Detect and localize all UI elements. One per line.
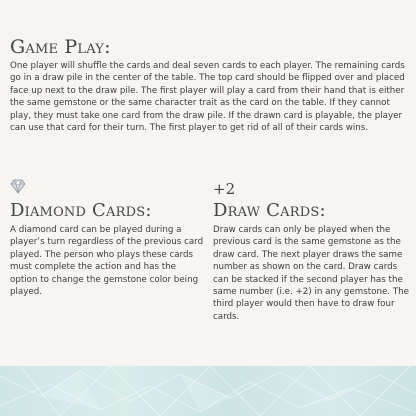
draw-cards-text: Draw cards can only be played when the previous card is the same gemstone as the draw card. The next player draws the same number as shown on the card. Draw cards can be stacked if the second player has the same number (i.e. +2) in any gemstone. The third player would then have to draw four cards. [213, 225, 409, 322]
game-play-heading: Game Play: [10, 36, 111, 58]
diamond-cards-heading: Diamond Cards: [10, 200, 152, 221]
diamond-cards-text: A diamond card can be played during a player’s turn regardless of the previous card played. The person who plays these cards must complete the action and has the option to change the gemstone color being played. [10, 225, 204, 298]
diamond-icon [10, 178, 26, 194]
game-play-text: One player will shuffle the cards and deal seven cards to each player. The remaining cards go in a draw pile in the center of the table. The top card should be flipped over and placed face up next to the draw pile. The first player will play a card from their hand that is either the same gemstone or the same character trait as the card on the table. If they cannot play, they must take one card from the draw pile. If the drawn card is playable, the player can use that card for their turn. The first player to get rid of all of their cards wins. [10, 61, 405, 134]
draw-cards-heading: Draw Cards: [213, 200, 326, 221]
plus-two-symbol: +2 [213, 180, 236, 198]
decorative-footer-band [0, 366, 416, 416]
